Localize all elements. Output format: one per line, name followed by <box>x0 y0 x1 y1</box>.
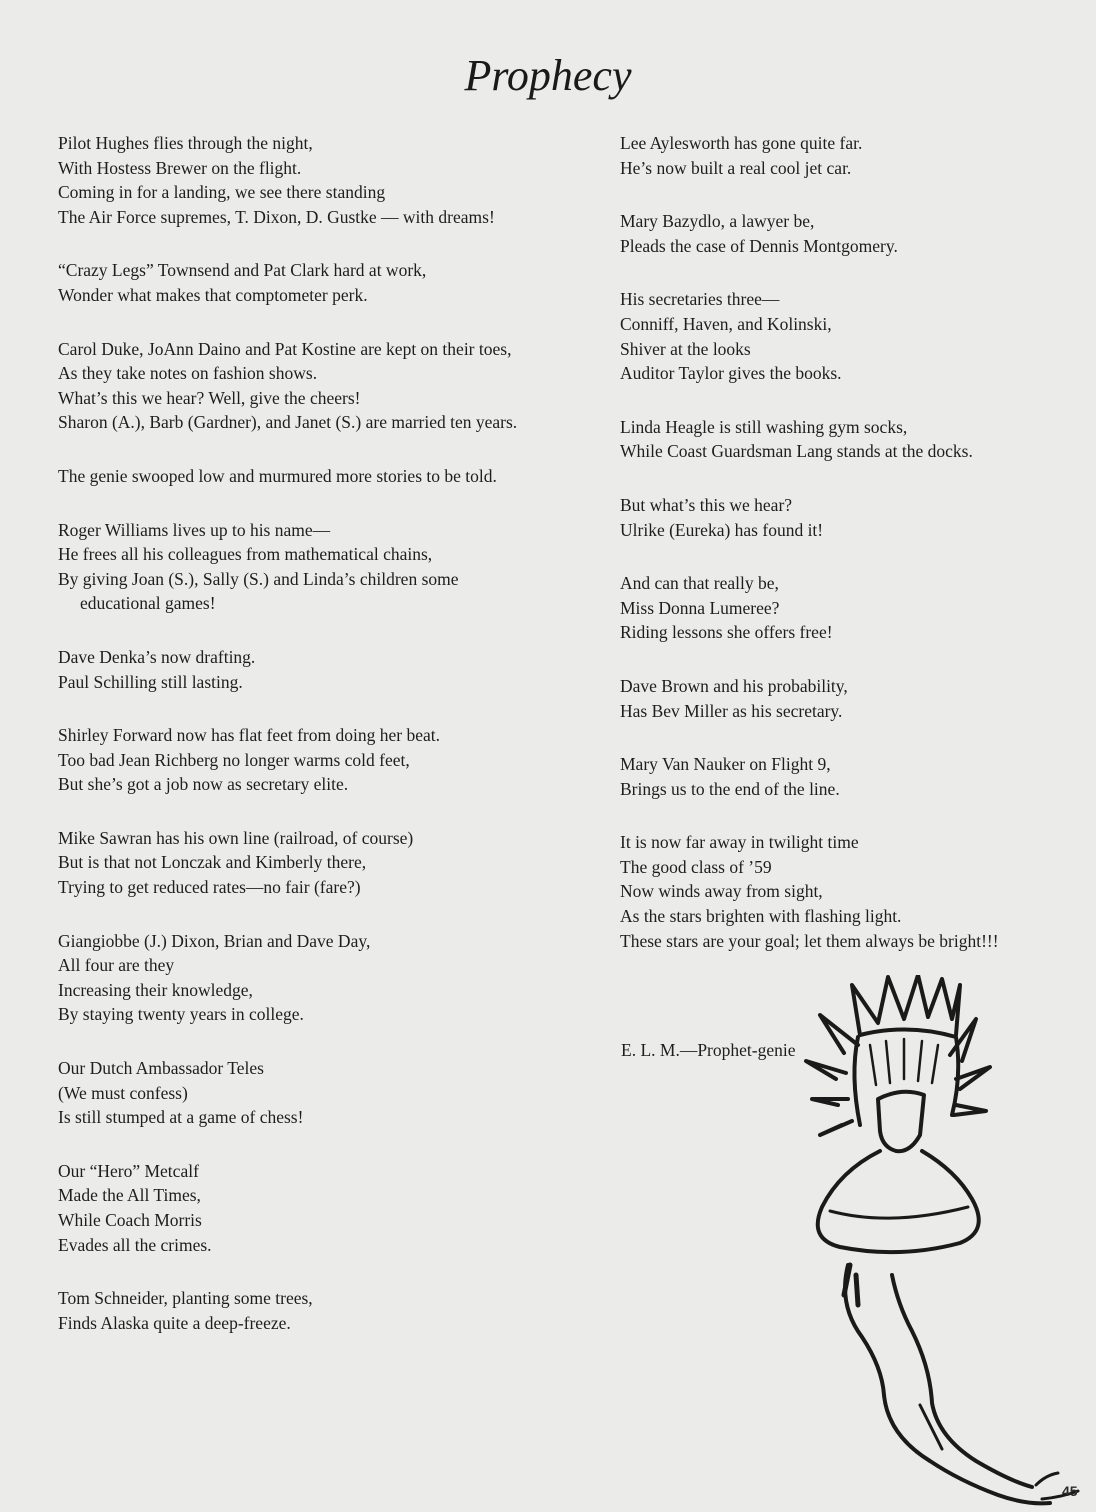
poem-line: Dave Brown and his probability, <box>620 675 848 696</box>
poem-line: And can that really be, <box>620 573 779 594</box>
stanza <box>620 752 1070 801</box>
stanza <box>620 674 1070 723</box>
poem-line: Trying to get reduced rates—no fair (fare?) <box>58 877 361 898</box>
poem-line: As the stars brighten with flashing light. <box>620 906 902 927</box>
stanza <box>58 1286 542 1335</box>
genie-drawing <box>800 975 1090 1510</box>
poem-line: Pilot Hughes flies through the night, <box>58 133 313 153</box>
poem-line: Mary Bazydlo, a lawyer be, <box>620 211 815 232</box>
poem-line: Mary Van Nauker on Flight 9, <box>620 754 831 775</box>
poem-line: Evades all the crimes. <box>58 1234 212 1255</box>
poem-line: Auditor Taylor gives the books. <box>620 363 842 384</box>
poem-line: Miss Donna Lumeree? <box>620 597 780 618</box>
stanza <box>58 258 542 307</box>
poem-line: But she’s got a job now as secretary elite. <box>58 774 349 795</box>
poem-line: Riding lessons she offers free! <box>620 622 833 643</box>
stanza <box>58 337 542 435</box>
stanza <box>58 1159 542 1257</box>
stanza <box>58 1056 542 1130</box>
poem-line: Ulrike (Eureka) has found it! <box>620 519 824 540</box>
poem-right-column <box>620 131 1070 953</box>
stanza <box>620 131 1070 180</box>
poem-line: The good class of ’59 <box>620 856 772 877</box>
poem-line: (We must confess) <box>58 1082 188 1103</box>
poem-line: Brings us to the end of the line. <box>620 778 840 799</box>
poem-line: By giving Joan (S.), Sally (S.) and Linda’s children some educational games! <box>58 568 459 614</box>
poem-line: Too bad Jean Richberg no longer warms cold feet, <box>58 749 410 770</box>
author-signature: E. L. M.—Prophet-genie <box>621 1040 796 1060</box>
poem-left-column <box>58 131 542 1335</box>
poem-line: Our “Hero” Metcalf <box>58 1160 199 1181</box>
poem-line: These stars are your goal; let them always be bright!!! <box>620 930 999 951</box>
poem-line: Made the All Times, <box>58 1185 201 1206</box>
poem-line: Coming in for a landing, we see there standing <box>58 182 386 203</box>
stanza <box>620 209 1070 258</box>
poem-line: Sharon (A.), Barb (Gardner), and Janet (S.) are married ten years. <box>58 412 518 433</box>
poem-line: While Coast Guardsman Lang stands at the docks. <box>620 441 973 462</box>
poem-line: Shiver at the looks <box>620 338 751 359</box>
poem-line: Lee Aylesworth has gone quite far. <box>620 133 863 153</box>
poem-line: Tom Schneider, planting some trees, <box>58 1288 313 1309</box>
stanza <box>58 645 542 694</box>
stanza <box>58 131 542 229</box>
stanza <box>58 723 542 797</box>
stanza <box>58 464 542 489</box>
poem-line: As they take notes on fashion shows. <box>58 363 318 384</box>
poem-line: Is still stumped at a game of chess! <box>58 1107 304 1128</box>
poem-line: Finds Alaska quite a deep-freeze. <box>58 1312 291 1333</box>
poem-line: Increasing their knowledge, <box>58 979 253 1000</box>
poem-line: Linda Heagle is still washing gym socks, <box>620 416 908 437</box>
poem-line: It is now far away in twilight time <box>620 832 859 853</box>
poem-line: Roger Williams lives up to his name— <box>58 519 331 540</box>
poem-line: Giangiobbe (J.) Dixon, Brian and Dave Day, <box>58 930 371 951</box>
poem-line: Conniff, Haven, and Kolinski, <box>620 313 832 334</box>
stanza <box>58 826 542 900</box>
poem-line: All four are they <box>58 955 175 976</box>
poem-line: Carol Duke, JoAnn Daino and Pat Kostine are kept on their toes, <box>58 338 512 359</box>
page-number: 45 <box>1062 1483 1078 1499</box>
poem-line: By staying twenty years in college. <box>58 1004 304 1025</box>
poem-line: Paul Schilling still lasting. <box>58 671 243 692</box>
poem-line: While Coach Morris <box>58 1210 202 1230</box>
stanza <box>620 287 1070 385</box>
poem-line: He’s now built a real cool jet car. <box>620 157 852 178</box>
poem-line: Pleads the case of Dennis Montgomery. <box>620 235 898 256</box>
poem-line: Wonder what makes that comptometer perk. <box>58 284 368 305</box>
stanza <box>620 830 1070 953</box>
stanza <box>58 929 542 1027</box>
page-title: Prophecy <box>464 51 632 100</box>
poem-line: Shirley Forward now has flat feet from doing her beat. <box>58 725 440 746</box>
poem-line: Now winds away from sight, <box>620 881 823 902</box>
poem-line: His secretaries three— <box>620 289 780 310</box>
poem-line: But is that not Lonczak and Kimberly there, <box>58 852 367 873</box>
poem-line: Our Dutch Ambassador Teles <box>58 1058 264 1079</box>
stanza <box>620 415 1070 464</box>
stanza <box>620 571 1070 645</box>
poem-line: The genie swooped low and murmured more stories to be told. <box>58 465 497 486</box>
stanza <box>58 518 542 616</box>
poem-line: He frees all his colleagues from mathematical chains, <box>58 544 433 565</box>
poem-line: The Air Force supremes, T. Dixon, D. Gustke — with dreams! <box>58 206 495 227</box>
poem-line: With Hostess Brewer on the flight. <box>58 157 302 178</box>
poem-line: What’s this we hear? Well, give the cheers! <box>58 387 361 408</box>
poem-line: Has Bev Miller as his secretary. <box>620 700 843 721</box>
poem-line: But what’s this we hear? <box>620 494 793 515</box>
poem-line: Mike Sawran has his own line (railroad, of course) <box>58 827 414 848</box>
stanza <box>620 493 1070 542</box>
poem-line: Dave Denka’s now drafting. <box>58 646 256 667</box>
poem-line: “Crazy Legs” Townsend and Pat Clark hard at work, <box>58 260 427 281</box>
